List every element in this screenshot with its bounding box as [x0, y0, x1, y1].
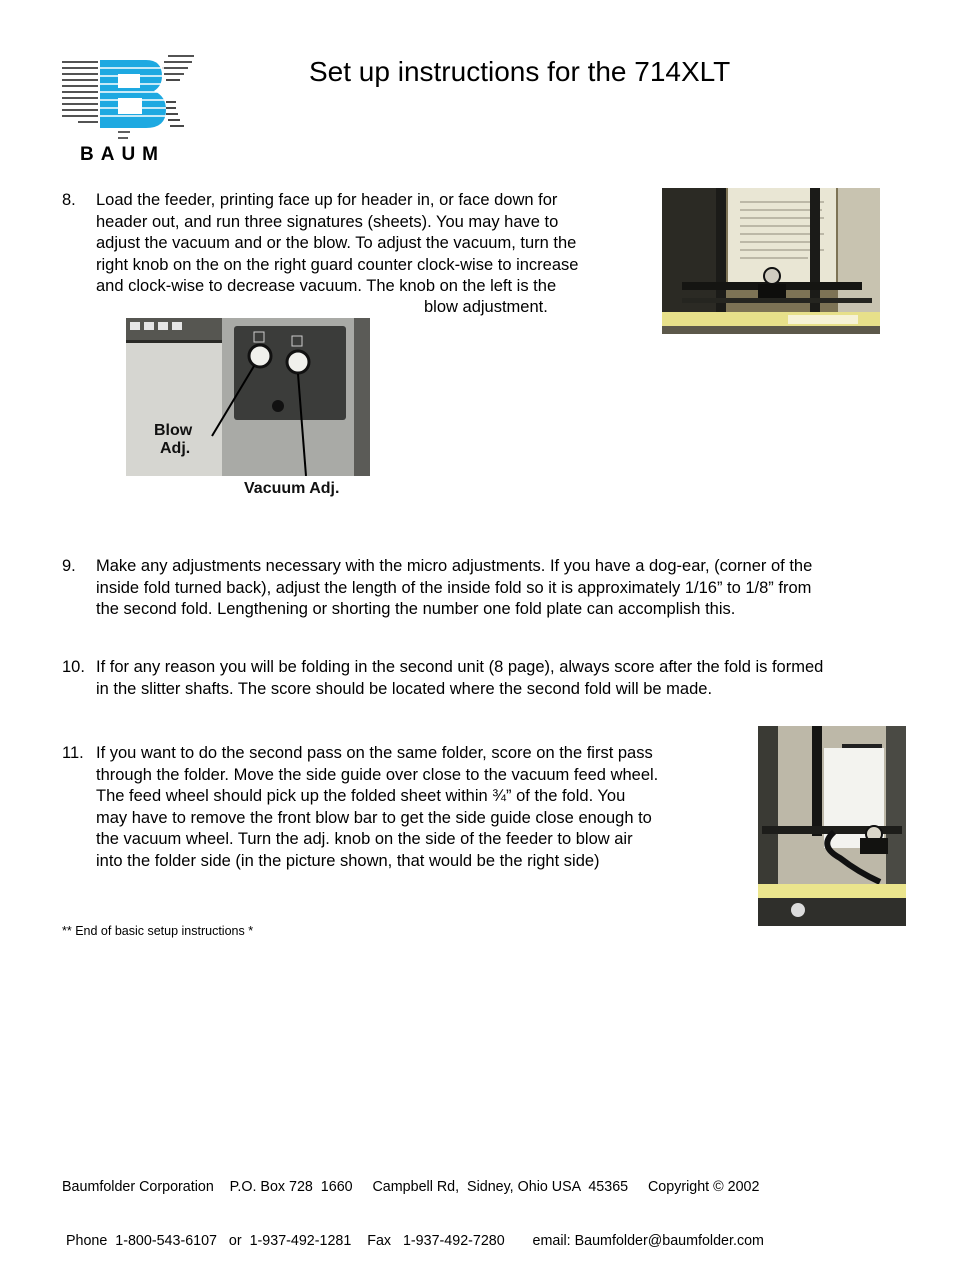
step-line: into the folder side (in the picture shown, that would be the right side) [96, 851, 600, 870]
logo-wordmark: BAUM [80, 144, 165, 165]
step-8 [62, 190, 662, 320]
step-text [96, 657, 823, 700]
step-line: Load the feeder, printing face up for header in, or face down for [96, 191, 558, 209]
step-line: If for any reason you will be folding in the second unit (8 page), always score after the fold is formed [96, 658, 824, 676]
side-guide-photo [758, 726, 906, 926]
footer [62, 1142, 764, 1268]
step-line: through the folder. Move the side guide over close to the vacuum feed wheel. [96, 765, 659, 784]
step-line: the second fold. Lengthening or shorting the number one fold plate can accomplish this. [96, 600, 736, 618]
step-number: 9. [62, 557, 76, 575]
blow-adj-callout [154, 422, 192, 458]
step-text [96, 743, 658, 872]
footer-contact: Phone 1-800-543-6107 or 1-937-492-1281 Fax 1-937-492-7280 email: Baumfolder@baumfolder.com [62, 1233, 764, 1249]
step-number: 11. [62, 744, 84, 762]
callout-line: Adj. [160, 440, 191, 457]
feeder-photo [662, 188, 880, 334]
step-line: adjust the vacuum and or the blow. To adjust the vacuum, turn the [96, 234, 577, 252]
step-line: The feed wheel should pick up the folded sheet within ¾” of the fold. You [96, 787, 626, 805]
step-9 [62, 556, 942, 622]
end-note: ** End of basic setup instructions * [62, 924, 254, 938]
step-line: right knob on the on the right guard counter clock-wise to increase [96, 255, 579, 274]
step-line: If you want to do the second pass on the same folder, score on the first pass [96, 744, 653, 762]
page-title: Set up instructions for the 714XLT [309, 56, 731, 87]
vacuum-adj-callout: Vacuum Adj. [244, 480, 340, 497]
step-line: may have to remove the front blow bar to get the side guide close enough to [96, 808, 652, 827]
footer-address: Baumfolder Corporation P.O. Box 728 1660 Campbell Rd, Sidney, Ohio USA 45365 Copyright © 2002 [62, 1179, 760, 1195]
step-number: 8. [62, 191, 76, 209]
step-8-trailing: blow adjustment. [424, 298, 548, 316]
step-text [96, 190, 578, 298]
step-line: header out, and run three signatures (sheets). You may have to [96, 212, 559, 231]
adjustment-knobs-photo [126, 318, 370, 476]
step-line: inside fold turned back), adjust the length of the inside fold so it is approximately 1/16” to 1/8” from [96, 578, 812, 597]
step-11 [62, 743, 752, 873]
callout-line: Blow [154, 422, 193, 439]
step-number: 10. [62, 658, 85, 676]
step-line: the vacuum wheel. Turn the adj. knob on the side of the feeder to blow air [96, 830, 633, 848]
baum-logo-mark [58, 52, 198, 142]
step-line: in the slitter shafts. The score should be located where the second fold will be made. [96, 679, 713, 698]
step-line: and clock-wise to decrease vacuum. The knob on the left is the [96, 277, 557, 295]
step-10 [62, 657, 942, 701]
step-text [96, 556, 812, 621]
step-line: Make any adjustments necessary with the micro adjustments. If you have a dog-ear, (corner of the [96, 557, 813, 575]
